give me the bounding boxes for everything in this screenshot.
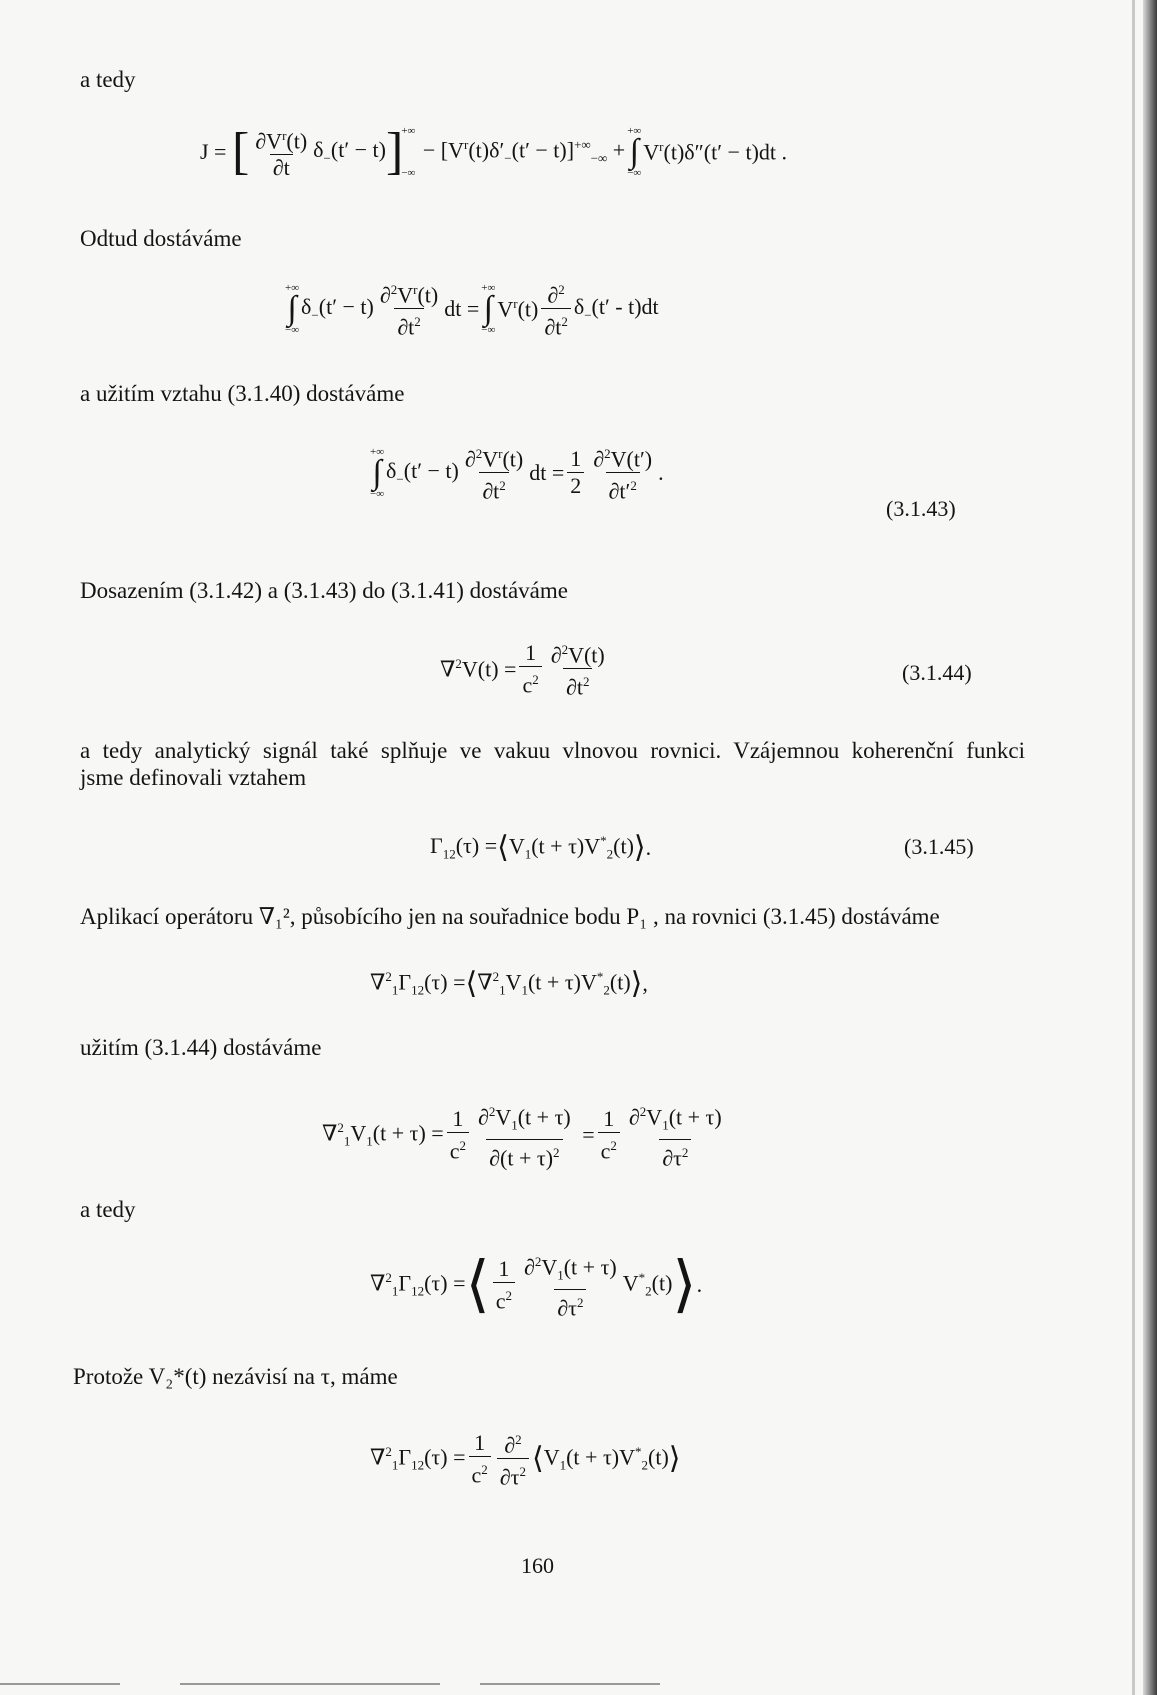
paragraph-analytic-signal [80,737,1025,791]
equation-3-1-43: +∞ ∫ −∞ $\delta_-(t' - t)$ $\frac{\partial^2V^r(t)}{\partial t^2}$ dt = $\frac{1}{2}$ $\frac{\partial^2V(t')}{\partial t'^2}$ . [370,445,664,504]
bottom-scan-artifact-2 [180,1683,440,1685]
text-uzitim-344: užitím (3.1.44) dostáváme [80,1035,322,1060]
bottom-scan-artifact-3 [480,1683,660,1685]
equation-3-1-44: ∇$^2$V(t) = $\frac{1}{c^2}$ $\frac{\partial^2V(t)}{\partial t^2}$ [440,639,605,700]
paragraph-line-1: a tedy analytický signál také splňuje ve vakuu vlnovou rovnici. Vzájemnou koherenční funkci [80,738,1025,763]
text-odtud: Odtud dostáváme [80,226,242,251]
equation-number-45: (3.1.45) [904,834,974,859]
bottom-scan-artifact-1 [0,1683,120,1685]
equation-integration-by-parts: +∞ ∫ −∞ $\delta_-(t' - t)$ $\frac{\partial^2V^r(t)}{\partial t^2}$ dt = +∞ ∫ −∞ $V^r(t)$ $\frac{\partial^2}{\partial t^2}$ $\delta_-(t' - t)dt$ [285,281,659,340]
equation-j: J = [ $\frac{\partial V^r(t)}{\partial t}$ $\delta_-(t' - t)$ ] +∞ −∞ − $[V^r(t)\delta'_-(t' - t)]^{+\infty}_{-\infty}$ + +∞ ∫ −∞ $V^r(t)\delta''(t' - t)dt$ . [200,123,788,181]
text-dosazenim: Dosazením (3.1.42) a (3.1.43) do (3.1.41) dostáváme [80,578,568,603]
page-edge-line [1132,0,1135,1695]
paragraph-line-2: jsme definovali vztahem [80,765,307,790]
equation-final: $\nabla^2_1\Gamma_{12}(\tau)$ = $\frac{1}{c^2}$ $\frac{\partial^2}{\partial\tau^2}$ ⟨ $V_1(t + \tau)V^*_2(t)$ ⟩ [370,1429,681,1490]
equation-laplacian-gamma-result: $\nabla^2_1\Gamma_{12}(\tau)$ = ⟨ $\frac{1}{c^2}$ $\frac{\partial^2V_1(t + \tau)}{\partial\tau^2}$ $V^*_2(t)$ ⟩ . [370,1251,703,1321]
text-a-uzitim: a užitím vztahu (3.1.40) dostáváme [80,381,405,406]
page-edge-shadow [1143,0,1157,1695]
page-number: 160 [521,1553,554,1578]
text-a-tedy-2: a tedy [80,1197,136,1222]
equation-laplacian-v1: $\nabla^2_1V_1(t + \tau)$ = $\frac{1}{c^2}$ $\frac{\partial^2V_1(t + \tau)}{\partial(t + \tau)^2}$ = $\frac{1}{c^2}$ $\frac{\partial^2V_1(t + \tau)}{\partial\tau^2}$ [322,1104,722,1171]
equation-number-43: (3.1.43) [886,496,956,521]
text-a-tedy-1: a tedy [80,67,136,92]
equation-laplacian-gamma: $\nabla^2_1\Gamma_{12}(\tau)$ = ⟨ $\nabla^2_1V_1(t + \tau)V^*_2(t)$ ⟩ , [370,967,648,1000]
equation-3-1-45: $\Gamma_{12}(\tau)$ = ⟨ $V_1(t + \tau)V^*_2(t)$ ⟩ . [430,831,652,864]
equation-number-44: (3.1.44) [902,660,972,685]
text-protoze: Protože V₂*(t) nezávisí na τ, máme [73,1364,398,1389]
text-aplikaci: Aplikací operátoru ∇₁², působícího jen na souřadnice bodu P₁ , na rovnici (3.1.45) dostáváme [80,904,940,929]
